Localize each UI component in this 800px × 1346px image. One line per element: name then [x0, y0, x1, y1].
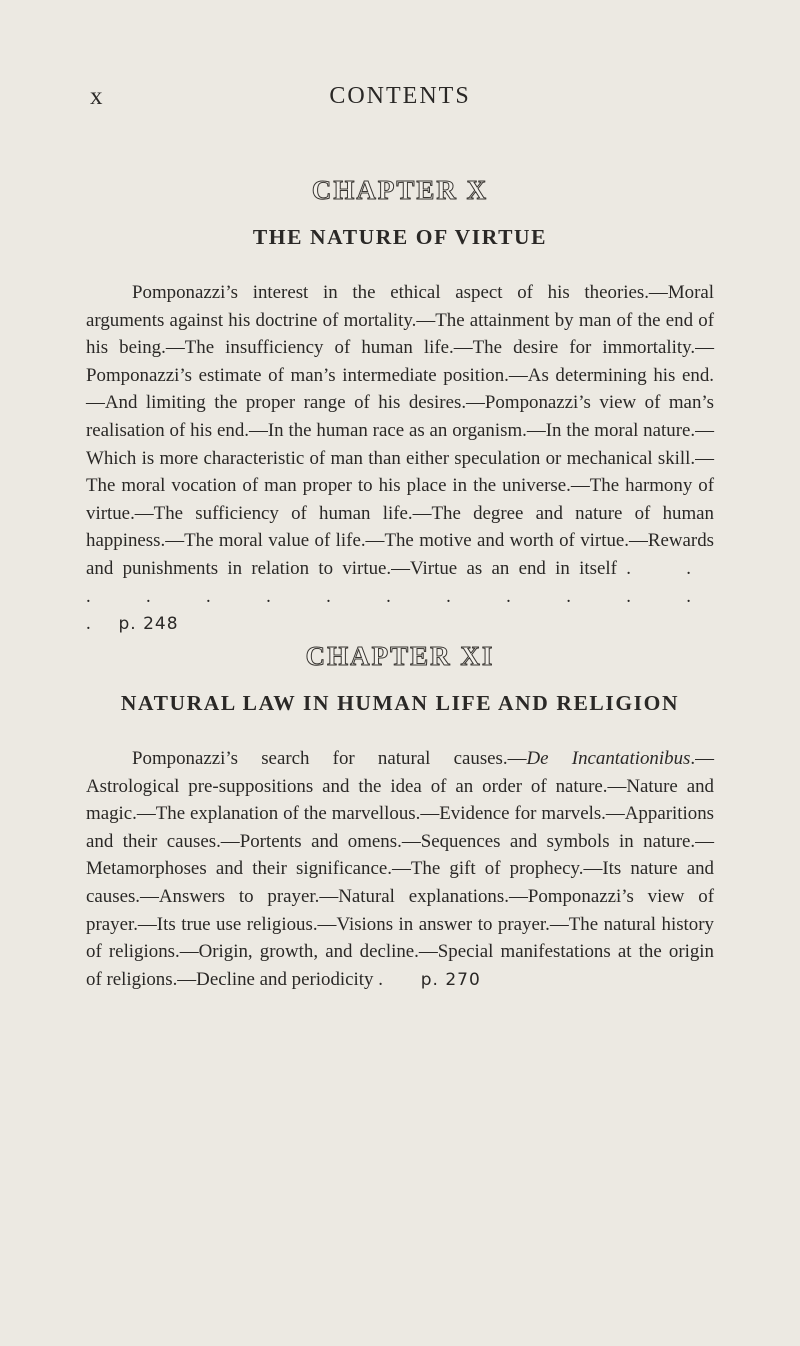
- chapter-summary: [86, 279, 714, 639]
- chapter-xi-entry: [86, 640, 714, 994]
- chapter-x-entry: [86, 174, 714, 639]
- summary-text-continued: .—Astrological pre-suppositions and the idea of an order of nature.—Nature and magic.—The explanation of the marvellous.—Evidence for marvels.—Apparitions and their causes.—Portents and omens.—Sequences and symbols in nature.—Metamorphoses and their significance.—The gift of prophecy.—Its nature and causes.—Answers to prayer.—Natural explanations.—Pomponazzi’s view of prayer.—Its true use religious.—Visions in answer to prayer.—The natural history of religions.—Origin, growth, and decline.—Special manifestations at the origin of religions.—Decline and periodicity: [86, 748, 714, 990]
- running-head: [86, 83, 714, 115]
- summary-work-title: De Incantationibus: [526, 748, 691, 769]
- chapter-heading: CHAPTER XI: [305, 641, 495, 671]
- chapter-subtitle: THE NATURE OF VIRTUE: [252, 225, 548, 249]
- page-reference: p. 248: [118, 614, 179, 635]
- page-reference: p. 270: [420, 969, 481, 990]
- running-title: CONTENTS: [329, 83, 471, 109]
- summary-text: Pomponazzi’s interest in the ethical aspect of his theories.—Moral arguments against his doctrine of mortality.—The attainment by man of the end of his being.—The insufficiency of human life.—The desire for immortality.—Pomponazzi’s estimate of man’s intermediate position.—As determining his end.—And limiting the proper range of his desires.—Pomponazzi’s view of man’s realisation of his end.—In the human race as an organism.—In the moral nature.—Which is more characteristic of man than either speculation or mechanical skill.—The moral vocation of man proper to his place in the universe.—The harmony of virtue.—The sufficiency of human life.—The degree and nature of human happiness.—The moral value of life.—The motive and worth of virtue.—Rewards and punishments in relation to virtue.—Virtue as an end in itself: [86, 282, 714, 579]
- dot-leader: . . . . . . . . . . . . . .: [86, 557, 714, 635]
- chapter-subtitle: NATURAL LAW IN HUMAN LIFE AND RELIGION: [120, 691, 680, 715]
- dot-leader: .: [378, 968, 383, 990]
- page-numeral: x: [90, 83, 104, 110]
- chapter-heading: CHAPTER X: [311, 175, 489, 205]
- summary-text: Pomponazzi’s search for natural causes.—: [132, 748, 527, 769]
- chapter-summary: [86, 745, 714, 994]
